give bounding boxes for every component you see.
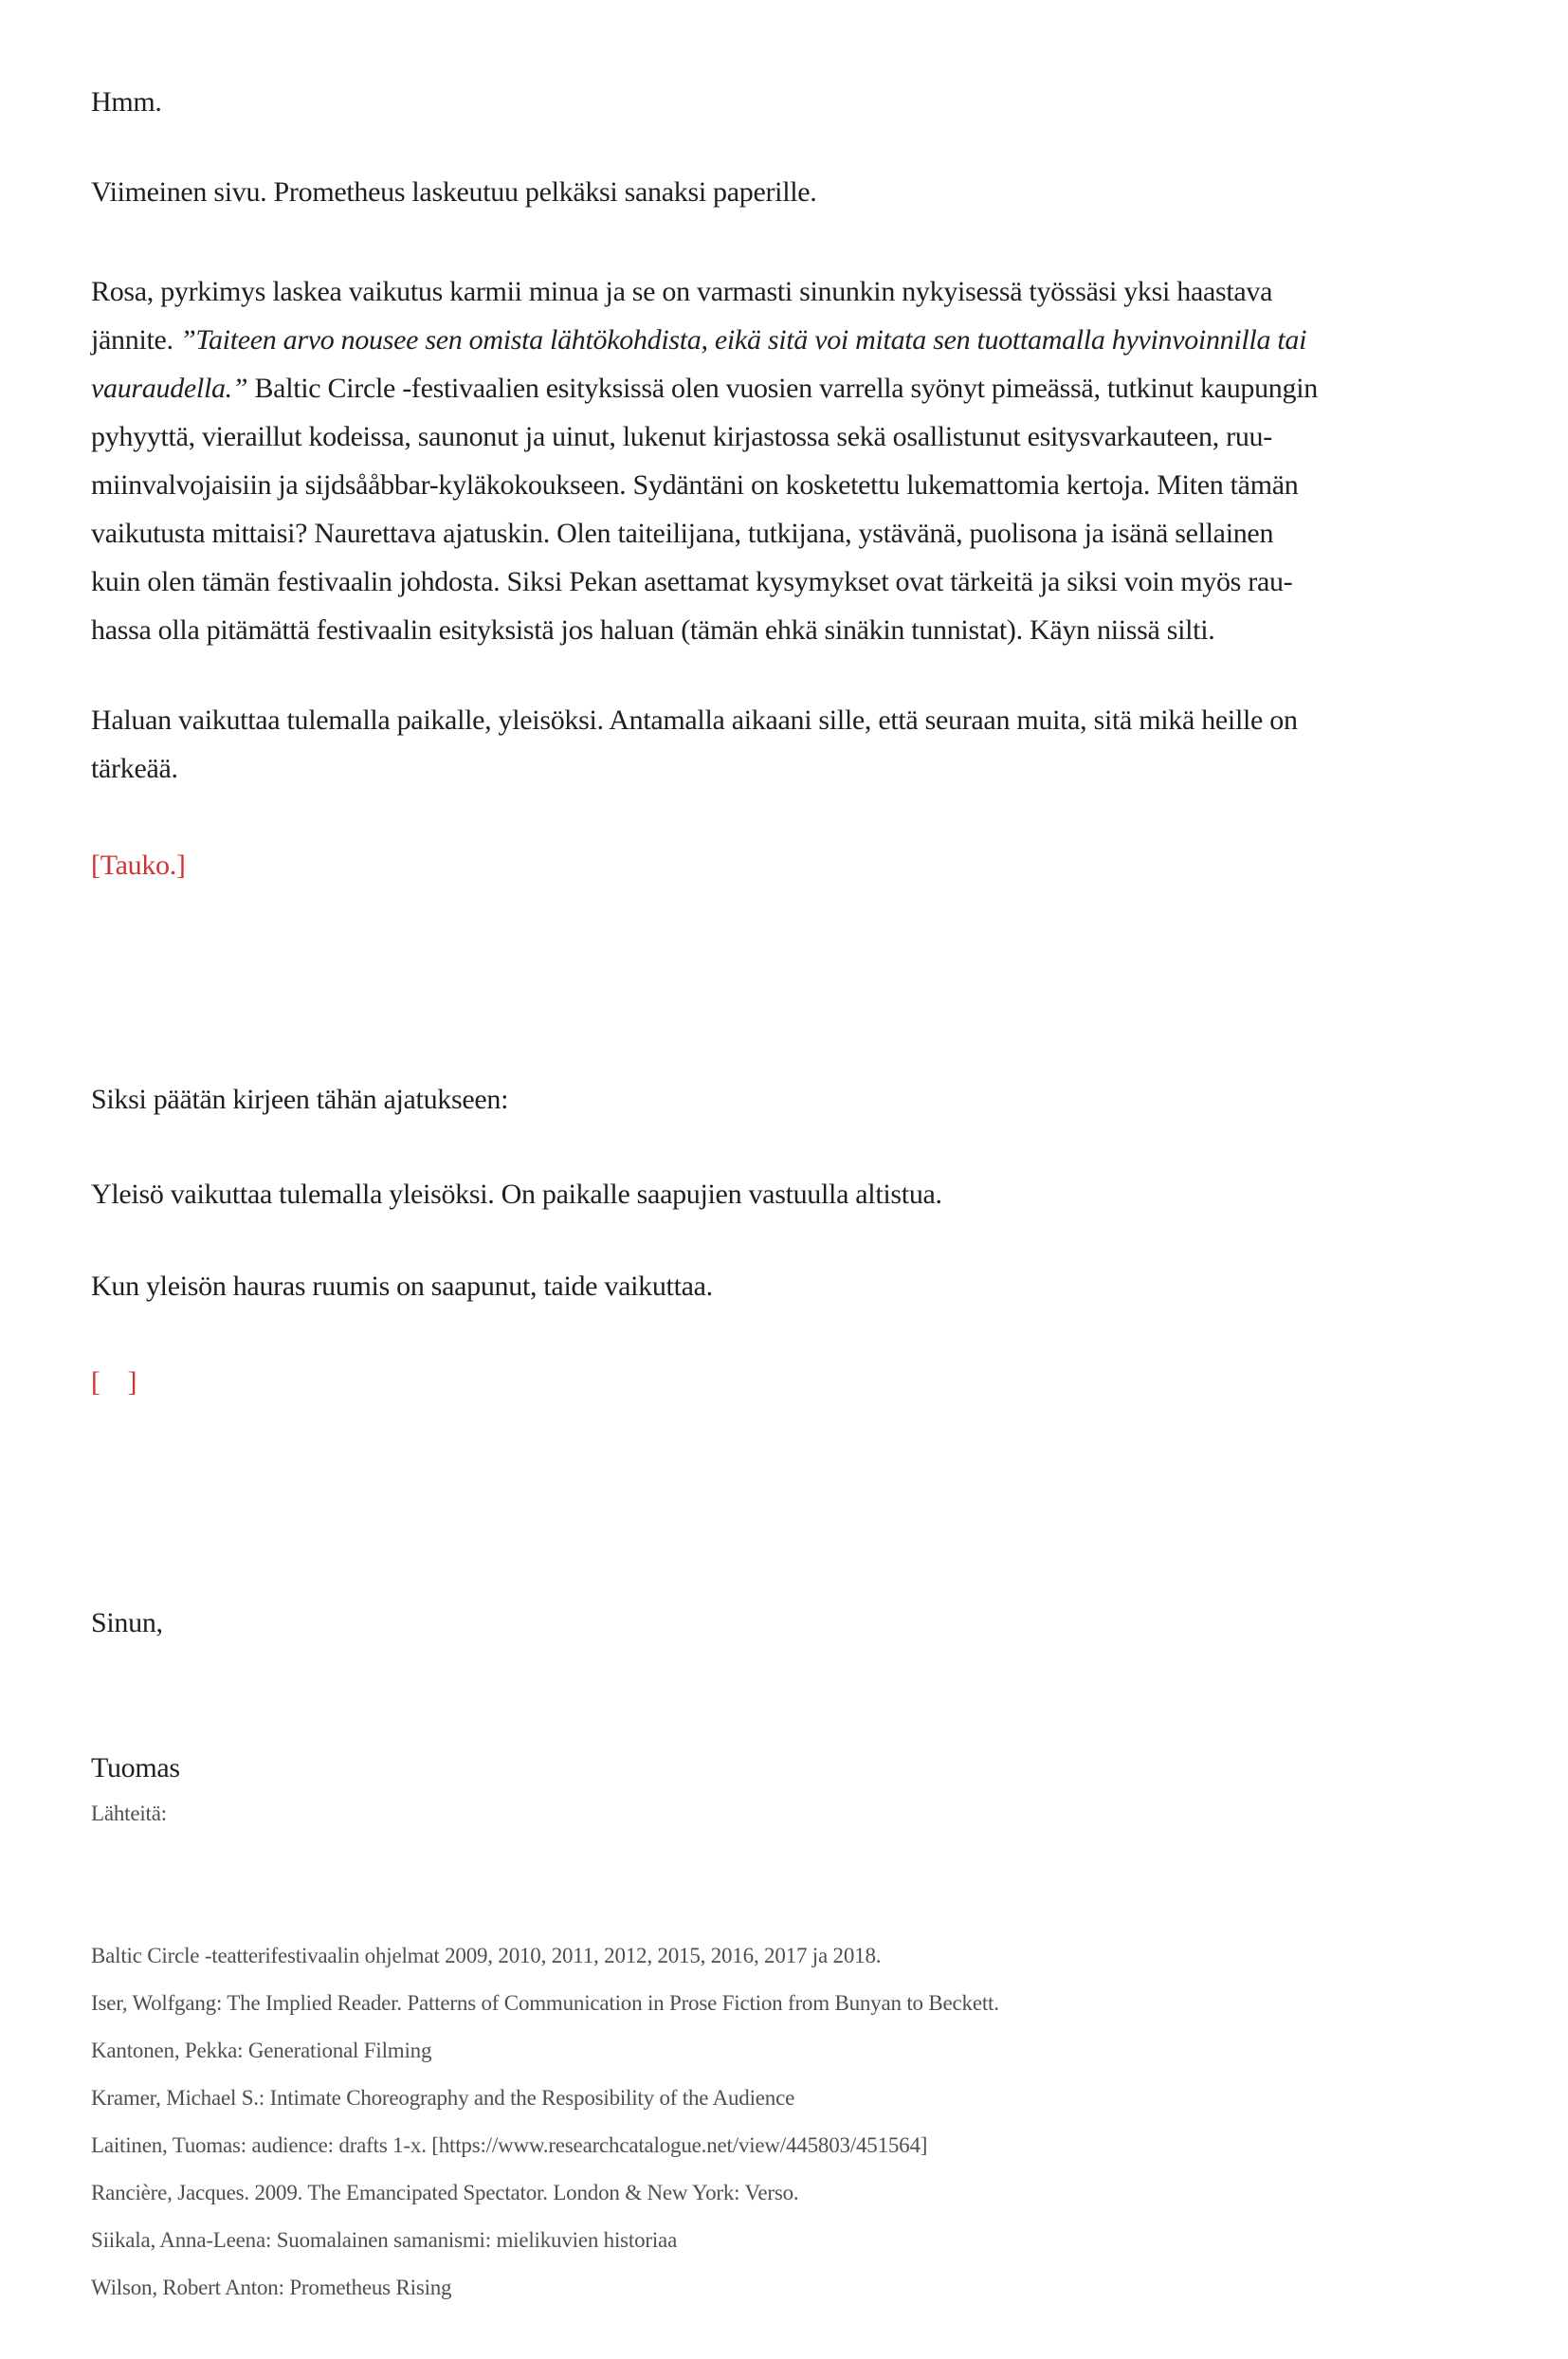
text-line: vaikutusta mittaisi? Naurettava ajatuskin. Olen taiteilijana, tutkijana, ystävänä, puolisona ja isänä sellainen xyxy=(91,518,1274,549)
closing-thought-2: Kun yleisön hauras ruumis on saapunut, taide vaikuttaa. xyxy=(91,1271,713,1302)
letter-opening: Hmm. xyxy=(91,86,162,118)
reference-item: Kantonen, Pekka: Generational Filming xyxy=(91,2039,432,2062)
closing-intro: Siksi päätän kirjeen tähän ajatukseen: xyxy=(91,1084,509,1115)
empty-brackets-marker: [ ] xyxy=(91,1366,137,1398)
reference-item: Kramer, Michael S.: Intimate Choreography and the Resposibility of the Audience xyxy=(91,2086,795,2110)
reference-item: Laitinen, Tuomas: audience: drafts 1-x. [https://www.researchcatalogue.net/view/445803/451564] xyxy=(91,2133,928,2157)
text-line: vauraudella.” Baltic Circle -festivaalien esityksissä olen vuosien varrella syönyt pimeässä, tutkinut kaupungin xyxy=(91,373,1318,404)
text-line: pyhyyttä, vieraillut kodeissa, saunonut ja uinut, lukenut kirjastossa sekä osallistunut esitysvarkauteen, ruu- xyxy=(91,421,1272,452)
letter-audience-paragraph xyxy=(91,696,1298,793)
closing-thought-1: Yleisö vaikuttaa tulemalla yleisöksi. On paikalle saapujien vastuulla altistua. xyxy=(91,1179,942,1210)
reference-item: Baltic Circle -teatterifestivaalin ohjelmat 2009, 2010, 2011, 2012, 2015, 2016, 2017 ja 2018. xyxy=(91,1944,882,1967)
letter-intro-line: Viimeinen sivu. Prometheus laskeutuu pelkäksi sanaksi paperille. xyxy=(91,176,817,208)
text-line: Rosa, pyrkimys laskea vaikutus karmii minua ja se on varmasti sinunkin nykyisessä työssäsi yksi haastava xyxy=(91,276,1273,307)
reference-item: Siikala, Anna-Leena: Suomalainen samanismi: mielikuvien historiaa xyxy=(91,2228,678,2252)
text-line: miinvalvojaisiin ja sijdsååbbar-kyläkokoukseen. Sydäntäni on kosketettu lukemattomia kertoja. Miten tämän xyxy=(91,469,1299,501)
reference-item: Iser, Wolfgang: The Implied Reader. Patterns of Communication in Prose Fiction from Bunyan to Beckett. xyxy=(91,1991,999,2015)
reference-item: Wilson, Robert Anton: Prometheus Rising xyxy=(91,2276,452,2299)
text-line: jännite. ”Taiteen arvo nousee sen omista lähtökohdista, eikä sitä voi mitata sen tuottamalla hyvinvoinnilla tai xyxy=(91,324,1307,356)
text-line: hassa olla pitämättä festivaalin esityksistä jos haluan (tämän ehkä sinäkin tunnistat). Käyn niissä silti. xyxy=(91,614,1215,646)
reference-item: Rancière, Jacques. 2009. The Emancipated Spectator. London & New York: Verso. xyxy=(91,2181,799,2204)
signature-name: Tuomas xyxy=(91,1752,180,1783)
text-line: tärkeää. xyxy=(91,753,178,784)
pause-marker: [Tauko.] xyxy=(91,850,186,881)
references-list xyxy=(91,1932,999,2312)
references-heading: Lähteitä: xyxy=(91,1801,167,1825)
text-line: Haluan vaikuttaa tulemalla paikalle, yleisöksi. Antamalla aikaani sille, että seuraan muita, sitä mikä heille on xyxy=(91,704,1298,736)
letter-main-paragraph xyxy=(91,267,1318,654)
references-section xyxy=(91,1695,999,2359)
signoff: Sinun, xyxy=(91,1607,163,1638)
text-line: kuin olen tämän festivaalin johdosta. Siksi Pekan asettamat kysymykset ovat tärkeitä ja siksi voin myös rau- xyxy=(91,566,1293,597)
